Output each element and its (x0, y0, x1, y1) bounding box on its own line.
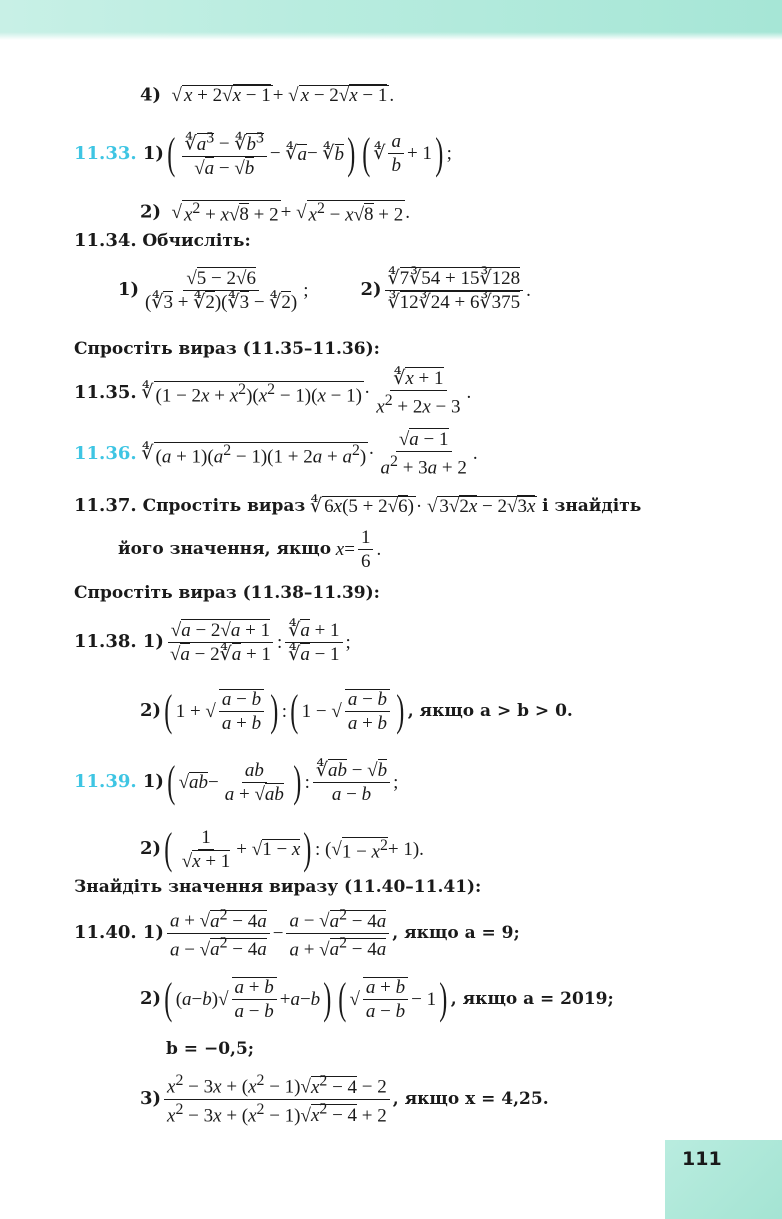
problem-11-40-2: 2) ( ( a − b )√ $\frac{a + b}{a - b}$ + a − b ) ( √ $\frac{a + b}{a - b}$ − 1 ) , якщо a = 2019; (140, 974, 614, 1024)
problem-11-33-2: 2) √ $x^2 + x√8 + 2$ + √ $x^2 - x√8 + 2$ . (140, 200, 410, 226)
heading-11-35-36: Спростіть вираз (11.35–11.36): (74, 339, 380, 359)
problem-11-40-1: 11.40. 1) $\frac{a + √a^2 - 4a}{a - √a^2 - 4a}$ − $\frac{a - √a^2 - 4a}{a + √a^2 - 4a}$ , якщо a = 9; (74, 906, 520, 960)
problem-11-37-line1: 11.37. Спростіть вираз ∜ 6x(5 + 2√6) · √ 3√2x − 2√3x і знайдіть (74, 495, 642, 517)
problem-11-35: 11.35. ∜ $(1 - 2x + x^2)(x^2 - 1)(x - 1)$ · $\frac{∜x + 1}{x^2 + 2x - 3}$ . (74, 368, 472, 418)
problem-11-37-line2: його значення, якщо x = $\frac{1}{6}$ . (118, 526, 382, 572)
problem-11-32-4: 4) √ x + 2√x − 1 + √ x − 2√x − 1 . (140, 84, 395, 106)
problem-11-40-3: 3) $\frac{x^2 - 3x + (x^2 - 1)√x^2 - 4 - 2}{x^2 - 3x + (x^2 - 1)√x^2 - 4 + 2}$ , якщо x = 4,25. (140, 1072, 549, 1126)
problem-11-38-2: 2) ( 1 + √ $\frac{a - b}{a + b}$ ) : ( 1 − √ $\frac{a - b}{a + b}$ ) , якщо a > b > 0. (140, 686, 573, 736)
problem-11-39-1: 11.39. 1) ( √ ab − $\frac{ab}{a + √ab}$ ) : $\frac{∜ab - √b}{a - b}$ ; (74, 757, 399, 807)
top-decorative-band (0, 0, 782, 40)
problem-11-36: 11.36. ∜ $(a + 1)(a^2 - 1)(1 + 2a + a^2)$ · $\frac{√a - 1}{a^2 + 3a + 2}$ . (74, 429, 478, 479)
problem-11-34-heading: 11.34. Обчисліть: (74, 230, 251, 251)
problem-11-39-2: 2) ( $\frac{1}{√x + 1}$ + √ 1 − x ) : (√ $1 - x^2$ + 1). (140, 824, 424, 874)
heading-11-38-39: Спростіть вираз (11.38–11.39): (74, 583, 380, 603)
problem-11-34-parts: 1) $\frac{√5 - 2√6}{(∜3 + ∜2)(∜3 - ∜2)}$ ; 2) $\frac{∜7∛54 + 15∛128}{∛12∛24 + 6∛375}$ . (118, 267, 531, 313)
heading-11-40-41: Знайдіть значення виразу (11.40–11.41): (74, 877, 482, 897)
page-number: 111 (682, 1148, 722, 1170)
problem-11-33-1: 11.33. 1) ( $\frac{∜a^3 - ∜b^3}{√a - √b}$ − ∜ a − ∜ b ) ( ∜ $\frac{a}{b}$ + 1 ) ; (74, 129, 452, 179)
problem-11-40-2-b: b = −0,5; (166, 1039, 255, 1059)
problem-11-38-1: 11.38. 1) $\frac{√a - 2√a + 1}{√a - 2∜a + 1}$ : $\frac{∜a + 1}{∜a - 1}$ ; (74, 619, 351, 665)
